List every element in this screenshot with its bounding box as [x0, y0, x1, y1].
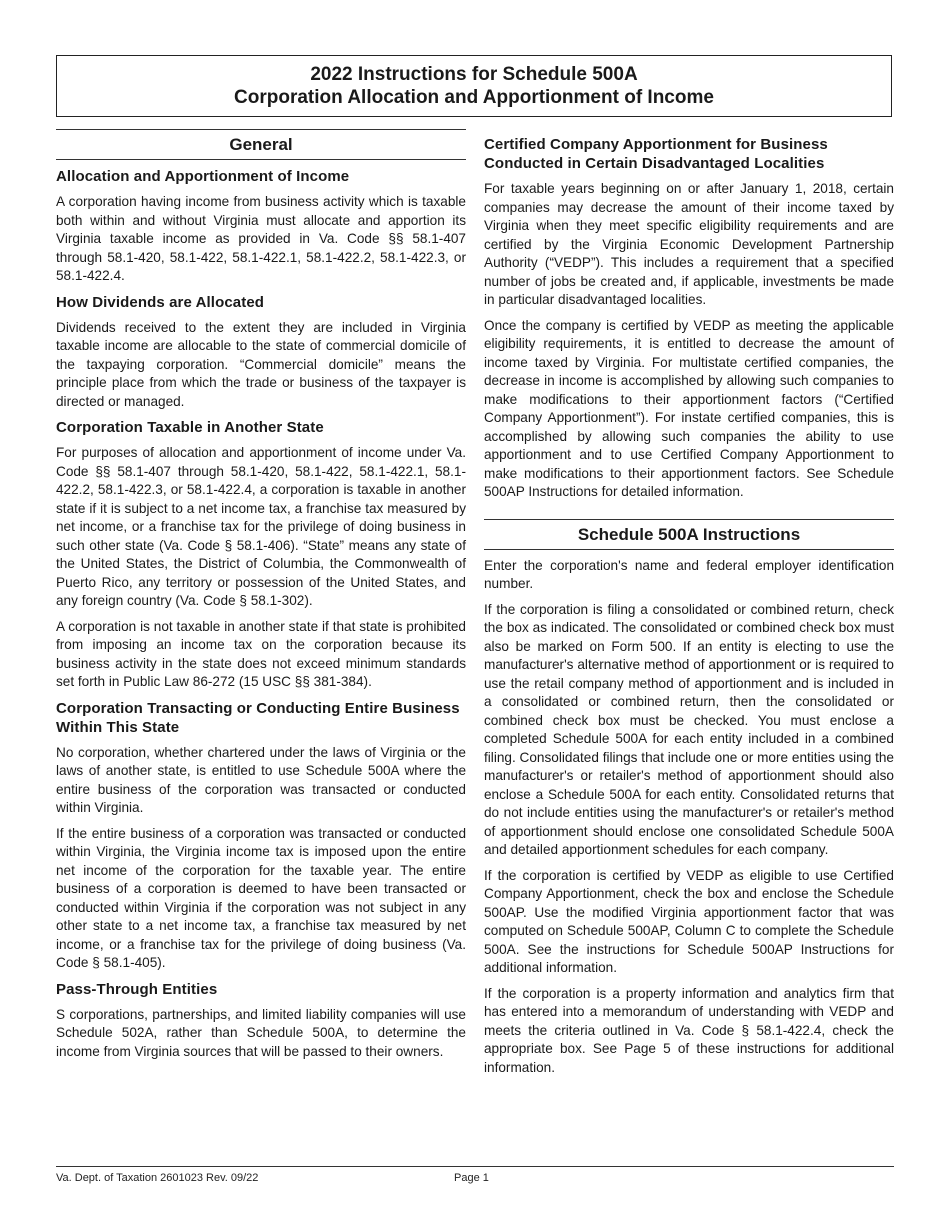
heading-dividends: How Dividends are Allocated: [56, 293, 265, 311]
footer-divider: [56, 1166, 894, 1167]
section-heading-instructions: Schedule 500A Instructions: [484, 519, 894, 550]
paragraph-certified-1: For taxable years beginning on or after January 1, 2018, certain companies may decrease the amount of their income taxed by Virginia when they meet specific eligibility requirements and are certified by the Virginia Economic Development Partnership Authority (“VEDP”). This includes a requirement that a specified number of jobs be created and, if applicable, investments be made in particular disadvantaged localities.: [484, 181, 894, 307]
heading-certified-company: Certified Company Apportionment for Business Conducted in Certain Disadvantaged Localities: [484, 136, 828, 172]
paragraph-instructions-4: If the corporation is a property information and analytics firm that has entered into a memorandum of understanding with VEDP and meets the criteria outlined in Va. Code § 58.1-422.4, check the appropriate box. See Page 5 of these instructions for additional information.: [484, 985, 894, 1075]
title-line-2: Corporation Allocation and Apportionment of Income: [234, 87, 714, 108]
page-number: Page 1: [454, 1172, 489, 1184]
paragraph-dividends: Dividends received to the extent they are included in Virginia taxable income are allocable to the state of commercial domicile of the taxpaying corporation. “Commercial domicile” means the principle place from which the trade or business of the taxpayer is directed or managed.: [56, 319, 466, 409]
title-line-1: 2022 Instructions for Schedule 500A: [310, 64, 638, 85]
paragraph-pass-through: S corporations, partnerships, and limited liability companies will use Schedule 502A, rather than Schedule 500A, to determine the income from Virginia sources that will be passed to their owners.: [56, 1006, 466, 1059]
right-column: [484, 129, 894, 1084]
paragraph-instructions-1: Enter the corporation's name and federal employer identification number.: [484, 557, 894, 591]
heading-allocation: Allocation and Apportionment of Income: [56, 168, 350, 185]
heading-pass-through: Pass-Through Entities: [56, 980, 218, 998]
paragraph-instructions-3: If the corporation is certified by VEDP as eligible to use Certified Company Apportionment, check the box and enclose the Schedule 500AP. Use the modified Virginia apportionment factor that was computed on Schedule 500AP, Column C to complete the Schedule 500A. See the instructions for Schedule 500AP Instructions for additional information.: [484, 867, 894, 975]
paragraph-entire-2: If the entire business of a corporation was transacted or conducted within Virginia, the Virginia income tax is imposed upon the entire net income of the corporation for the taxable year. The entire business of a corporation is deemed to have been transacted or conducted within Virginia if the corporation was not subject in any other state to a net income tax, a franchise tax measured by net income, or a franchise tax for the privilege of doing business (Va. Code § 58.1-405).: [56, 825, 466, 970]
paragraph-allocation: A corporation having income from business activity which is taxable both within and without Virginia must allocate and apportion its Virginia taxable income as provided in Va. Code §§ 58.1-407 through 58.1-420, 58.1-422, 58.1-422.1, 58.1-422.2, 58.1-422.3, or 58.1-422.4.: [56, 194, 466, 283]
document-title: [56, 55, 892, 117]
paragraph-certified-2: Once the company is certified by VEDP as meeting the applicable eligibility requirements, it is entitled to decrease the amount of income taxed by Virginia. For multistate certified companies, the decrease in income is accomplished by allowing such companies to make modifications to their apportionment factors (“Certified Company Apportionment”). For instate certified companies, this is accomplished by allowing such companies the ability to use apportionment and to use Certified Company Apportionment to make modifications to their apportionment factors. See Schedule 500AP Instructions for detailed information.: [484, 317, 894, 499]
paragraph-entire-1: No corporation, whether chartered under the laws of Virginia or the laws of another state, is entitled to use Schedule 500A where the entire business of the corporation was transacted or conducted within Virginia.: [56, 744, 466, 815]
footer-form-info: Va. Dept. of Taxation 2601023 Rev. 09/22: [56, 1172, 259, 1184]
paragraph-instructions-2: If the corporation is filing a consolidated or combined return, check the box as indicated. The consolidated or combined check box must also be marked on Form 500. If an entity is electing to use the manufacturer's alternative method of apportionment or is required to use the retail company method of apportionment and is included in a consolidated or combined return, then the consolidated or combined check box must be checked. You must enclose a completed Schedule 500A for each entity included in a combined filing. Consolidated filings that include one or more entities using the manufacturer's or retailer's method of apportionment should also enclose a Schedule 500A for each entity. Consolidated returns that do not include entities using the manufacturer's or retailer's method of apportionment should enclose one consolidated Schedule 500A and detailed apportionment schedules for each company.: [484, 601, 894, 857]
heading-entire-business: Corporation Transacting or Conducting Entire Business Within This State: [56, 699, 460, 736]
paragraph-taxable-2: A corporation is not taxable in another state if that state is prohibited from imposing an income tax on the corporation because its business activity in the state does not exceed minimum standards set forth in Public Law 86-272 (15 USC §§ 381-384).: [56, 618, 466, 689]
section-heading-general: General: [56, 129, 466, 160]
left-column: [56, 129, 466, 1068]
heading-taxable-another-state: Corporation Taxable in Another State: [56, 419, 324, 436]
paragraph-taxable-1: For purposes of allocation and apportionment of income under Va. Code §§ 58.1-407 through 58.1-420, 58.1-422, 58.1-422.1, 58.1-422.2, 58.1-422.3, or 58.1-422.4, a corporation is taxable in another state if it is subject to a net income tax, a franchise tax measured by net income, or a franchise tax for the privilege of doing business in such other state (Va. Code § 58.1-406). “State” means any state of the United States, the District of Columbia, the Commonwealth of Puerto Rico, any territory or possession of the United States, and any foreign country (Va. Code § 58.1-302).: [56, 445, 466, 608]
